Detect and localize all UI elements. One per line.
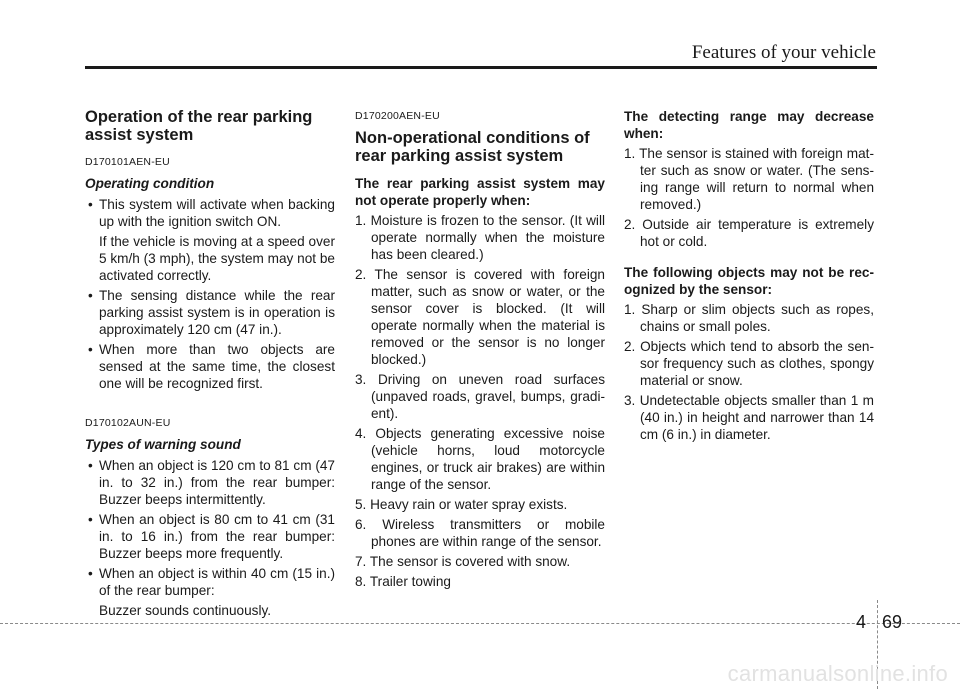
section-heading-non-operational: Non-operational conditions of rear parking assist system (355, 129, 590, 165)
page-number: 69 (882, 612, 903, 632)
list-item: • When more than two objects are sensed at the same time, the closest one will be recognized first. (85, 341, 335, 392)
column-3 (624, 108, 874, 446)
chapter-number: 4 (856, 612, 867, 632)
lead-text: The following objects may not be rec-ognized by the sensor: (624, 265, 874, 297)
page-header-title: Features of your vehicle (691, 42, 876, 63)
watermark: carmanualsonline.info (727, 661, 948, 686)
header-rule (85, 66, 877, 69)
warning-sound-list (85, 457, 335, 619)
list-item: 6. Wireless transmitters or mobile phones are within range of the sensor. (355, 517, 605, 549)
column-2 (355, 108, 605, 593)
section-code: D170101AEN-EU (85, 156, 170, 168)
lead-text: The detecting range may decrease when: (624, 109, 874, 141)
footer-divider (0, 623, 960, 624)
list-item: 4. Objects generating excessive noise (vehicle horns, loud motorcycle engines, or truck air brakes) are within range of the sensor. (355, 426, 605, 492)
list-item: • The sensing distance while the rear parking assist system is in operation is approximately 120 cm (47 in.). (85, 287, 335, 338)
list-item: 5. Heavy rain or water spray exists. (355, 497, 568, 512)
list-item: 3. Driving on uneven road surfaces (unpaved roads, gravel, bumps, gradi-ent). (355, 372, 605, 421)
section-heading-operation: Operation of the rear parking assist system (85, 108, 313, 144)
list-item: • When an object is 80 cm to 41 cm (31 in. to 16 in.) from the rear bumper: Buzzer beeps more frequently. (85, 511, 335, 562)
list-item-note: If the vehicle is moving at a speed over 5 km/h (3 mph), the system may not be activated correctly. (99, 234, 335, 283)
operating-condition-list (85, 196, 335, 392)
list-item: 2. Outside air temperature is extremely hot or cold. (624, 217, 874, 249)
list-item: 7. The sensor is covered with snow. (355, 554, 571, 569)
list-item: 2. Objects which tend to absorb the sen-sor frequency such as clothes, spongy material or snow. (624, 339, 874, 388)
list-item: 1. Moisture is frozen to the sensor. (It will operate normally when the moisture has been cleared.) (355, 213, 605, 262)
section-code: D170102AUN-EU (85, 417, 171, 429)
list-item: 2. The sensor is covered with foreign matter, such as snow or water, or the sensor cover is blocked. (It will operate normally when the material is removed or the sensor is no longer blocked.) (355, 267, 605, 367)
list-item: 8. Trailer towing (355, 574, 451, 589)
unrecognized-objects-list (624, 301, 874, 443)
list-item: • When an object is 120 cm to 81 cm (47 in. to 32 in.) from the rear bumper: Buzzer beeps intermittently. (85, 457, 335, 508)
list-item: 1. The sensor is stained with foreign mat-ter such as snow or water. (The sens-ing range will return to normal when removed.) (624, 146, 874, 212)
list-item: 3. Undetectable objects smaller than 1 m (40 in.) in height and narrower than 14 cm (6 in.) in diameter. (624, 393, 874, 442)
subheading-warning-sound: Types of warning sound (85, 437, 241, 452)
list-item-note: Buzzer sounds continuously. (99, 603, 272, 618)
subheading-operating-condition: Operating condition (85, 176, 215, 191)
column-1 (85, 108, 335, 622)
detecting-range-list (624, 145, 874, 250)
section-code: D170200AEN-EU (355, 110, 440, 122)
list-item: • When an object is within 40 cm (15 in.) of the rear bumper: Buzzer sounds continuously. (85, 565, 335, 619)
lead-text: The rear parking assist system may not operate properly when: (355, 176, 605, 208)
non-operational-list (355, 212, 605, 590)
list-item: 1. Sharp or slim objects such as ropes, chains or small poles. (624, 302, 874, 334)
list-item: • This system will activate when backing up with the ignition switch ON. If the vehicle is moving at a speed over 5 km/h (3 mph), the system may not be activated correctly. (85, 196, 335, 284)
